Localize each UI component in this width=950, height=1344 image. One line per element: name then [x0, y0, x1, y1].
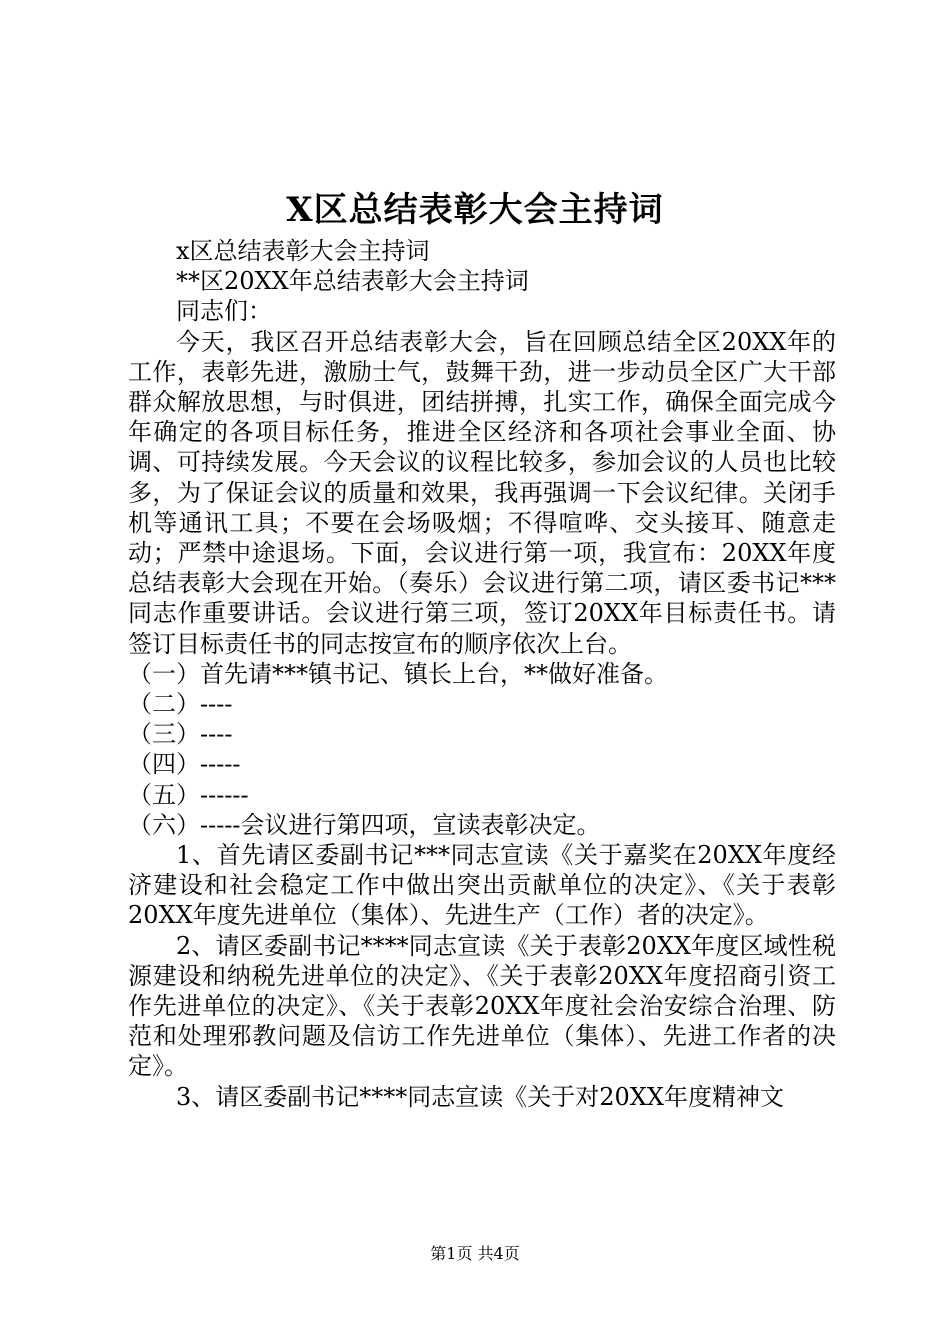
- subtitle-line: x区总结表彰大会主持词: [176, 237, 430, 265]
- subtitle-line: **区20XX年总结表彰大会主持词: [176, 267, 529, 296]
- document-title: X区总结表彰大会主持词: [286, 190, 664, 230]
- agenda-item: （二）----: [128, 690, 233, 719]
- decision-paragraph: 1、首先请区委副书记***同志宣读《关于嘉奖在20XX年度经济建设和社会稳定工作中做出突出贡献单位的决定》、《关于表彰20XX年度先进单位（集体）、先进生产（工作）者的决定》。: [128, 841, 836, 930]
- agenda-item: （五）------: [128, 780, 249, 809]
- agenda-item: （一）首先请***镇书记、镇长上台，**做好准备。: [128, 659, 668, 688]
- page-number-footer: 第1页 共4页: [430, 1244, 520, 1263]
- document-body: [128, 236, 836, 1112]
- body-paragraph: 今天，我区召开总结表彰大会，旨在回顾总结全区20XX年的工作，表彰先进，激励士气，鼓舞干劲，进一步动员全区广大干部群众解放思想，与时俱进，团结拼搏，扎实工作，确保全面完成今年确定的各项目标任务，推进全区经济和各项社会事业全面、协调、可持续发展。今天会议的议程比较多，参加会议的人员也比较多，为了保证会议的质量和效果，我再强调一下会议纪律。关闭手机等通讯工具；不要在会场吸烟；不得喧哗、交头接耳、随意走动；严禁中途退场。下面，会议进行第一项，我宣布：20XX年度总结表彰大会现在开始。（奏乐）会议进行第二项，请区委书记***同志作重要讲话。会议进行第三项，签订20XX年目标责任书。请签订目标责任书的同志按宣布的顺序依次上台。: [128, 327, 836, 658]
- decision-paragraph: 3、请区委副书记****同志宣读《关于对20XX年度精神文: [176, 1082, 784, 1111]
- agenda-item: （六）-----会议进行第四项，宣读表彰决定。: [128, 810, 601, 839]
- agenda-item: （三）----: [128, 720, 233, 749]
- salutation: 同志们：: [176, 297, 272, 326]
- agenda-item: （四）-----: [128, 750, 241, 779]
- decision-paragraph: 2、请区委副书记****同志宣读《关于表彰20XX年度区域性税源建设和纳税先进单位的决定》、《关于表彰20XX年度招商引资工作先进单位的决定》、《关于表彰20XX年度社会治安综合治理、防范和处理邪教问题及信访工作先进单位（集体）、先进工作者的决定》。: [128, 931, 836, 1081]
